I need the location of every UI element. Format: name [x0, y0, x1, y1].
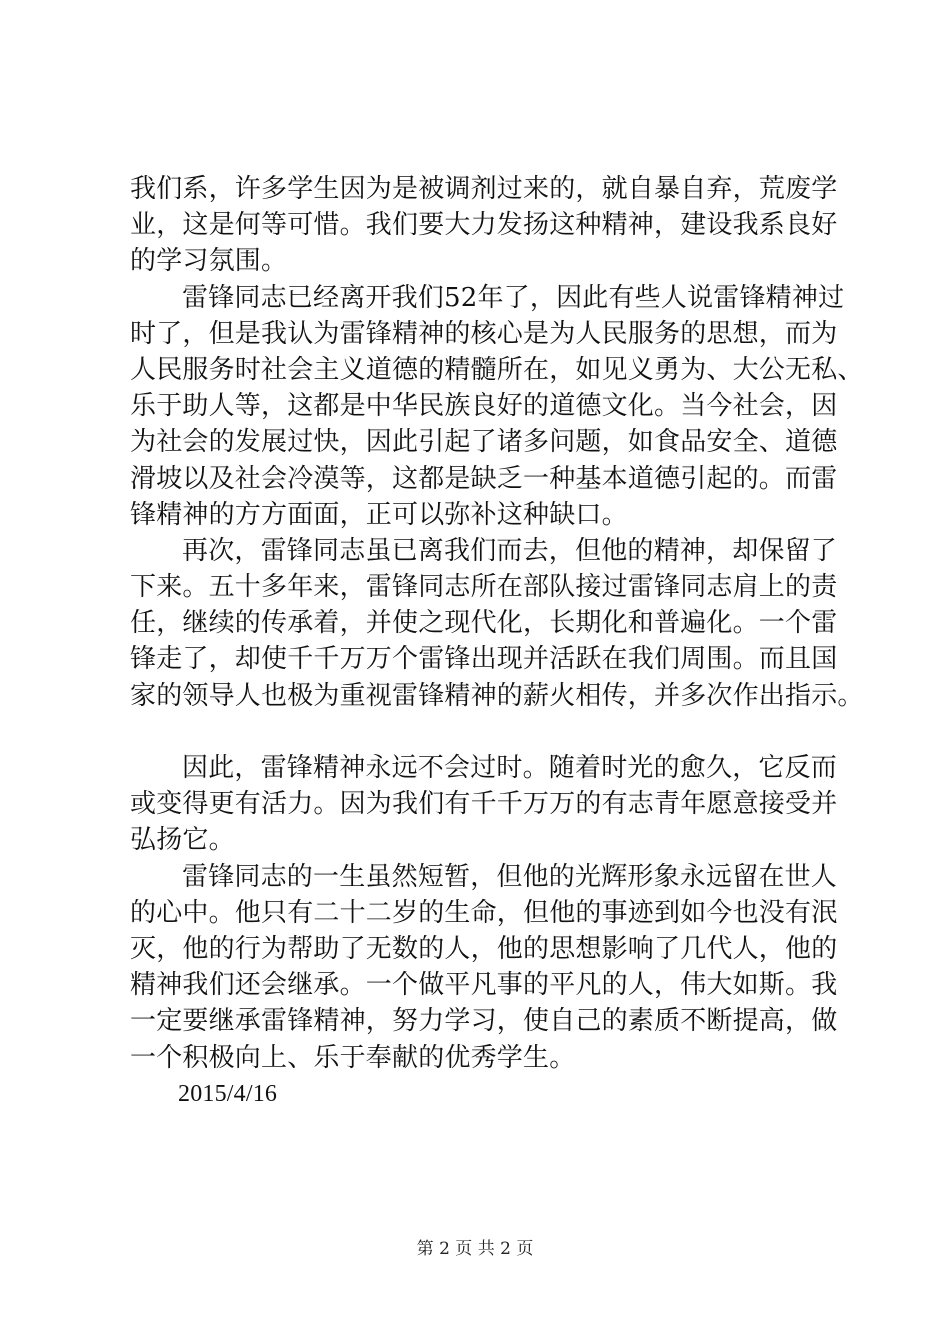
text-line: 锋走了，却使千千万万个雷锋出现并活跃在我们周围。而且国 [130, 644, 838, 675]
text-line: 为社会的发展过快，因此引起了诸多问题，如食品安全、道德 [130, 427, 838, 458]
paragraph-start-line: 因此，雷锋精神永远不会过时。随着时光的愈久，它反而 [182, 753, 838, 783]
text-line: 一定要继承雷锋精神，努力学习，使自己的素质不断提高，做 [130, 1006, 838, 1037]
text-line: 业，这是何等可惜。我们要大力发扬这种精神，建设我系良好 [130, 210, 838, 241]
document-date: 2015/4/16 [178, 1080, 278, 1107]
text-line: 乐于助人等，这都是中华民族良好的道德文化。当今社会，因 [130, 391, 838, 422]
text-line: 下来。五十多年来，雷锋同志所在部队接过雷锋同志肩上的责 [130, 572, 838, 603]
text-line: 滑坡以及社会冷漠等，这都是缺乏一种基本道德引起的。而雷 [130, 463, 838, 494]
paragraph-start-line: 雷锋同志已经离开我们52年了，因此有些人说雷锋精神过 [182, 282, 845, 313]
text-line: 的学习氛围。 [130, 246, 288, 277]
document-body [130, 171, 864, 1112]
text-line: 精神我们还会继承。一个做平凡事的平凡的人，伟大如斯。我 [130, 970, 838, 1001]
text-line: 或变得更有活力。因为我们有千千万万的有志青年愿意接受并 [130, 789, 838, 820]
page-number-label: 第 2 页 共 2 页 [416, 1239, 534, 1259]
blank-line [130, 714, 850, 750]
text-line: 任，继续的传承着，并使之现代化，长期化和普遍化。一个雷 [130, 608, 838, 639]
text-line: 我们系，许多学生因为是被调剂过来的，就自暴自弃，荒废学 [130, 174, 838, 204]
text-line: 弘扬它。 [130, 825, 235, 856]
page-footer [0, 1238, 950, 1260]
text-line: 锋精神的方方面面，正可以弥补这种缺口。 [130, 499, 628, 530]
text-line: 时了，但是我认为雷锋精神的核心是为人民服务的思想，而为 [130, 318, 838, 349]
paragraph-start-line: 再次，雷锋同志虽已离我们而去，但他的精神，却保留了 [182, 535, 838, 566]
text-line: 灭，他的行为帮助了无数的人，他的思想影响了几代人，他的 [130, 933, 838, 964]
text-line: 一个积极向上、乐于奉献的优秀学生。 [130, 1042, 576, 1073]
text-line: 家的领导人也极为重视雷锋精神的薪火相传，并多次作出指示。 [130, 680, 864, 711]
paragraph-start-line: 雷锋同志的一生虽然短暂，但他的光辉形象永远留在世人 [182, 861, 838, 892]
text-line: 人民服务时社会主义道德的精髓所在，如见义勇为、大公无私、 [130, 354, 864, 385]
text-line: 的心中。他只有二十二岁的生命，但他的事迹到如今也没有泯 [130, 897, 838, 928]
